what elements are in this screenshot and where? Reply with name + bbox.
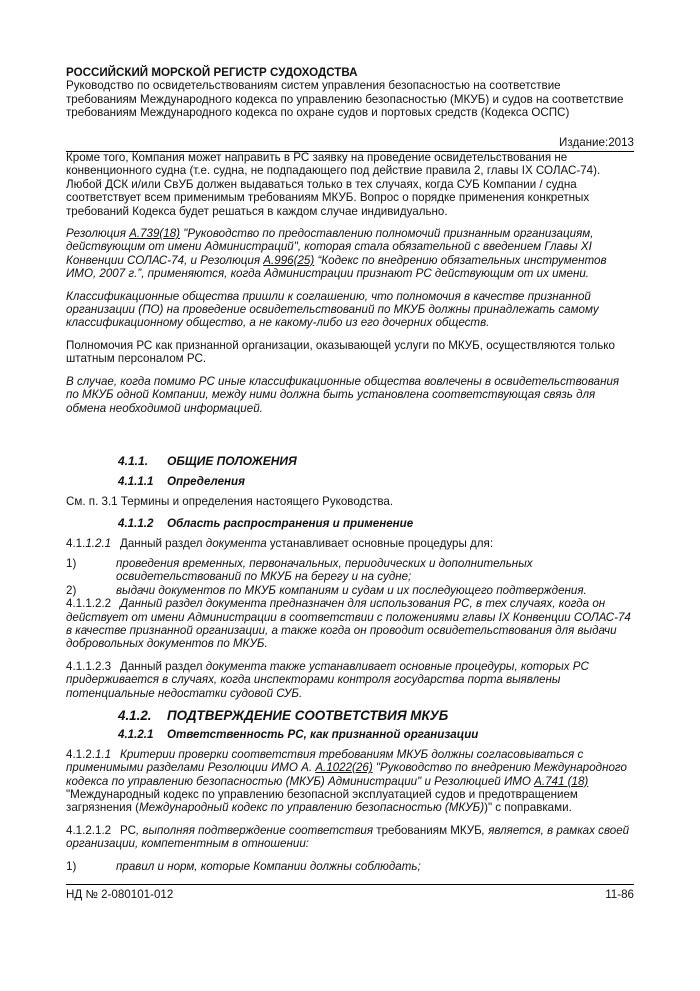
clause-4-1-1-2-2: 4.1.1.2.2 Данный раздел документа предназначен для использования РС, в тех случаях, когда он действует от имени Администрации в соответствии с положениями главы IX Конвенции СОЛАС-74 в качестве признанной организации, а также когда он проводит освидетельствования для выдачи добровольных документов по МКУБ. xyxy=(66,597,631,651)
footer-rule xyxy=(66,884,634,885)
list-item: 1) проведения временных, первоначальных, периодических и дополнительных освидетельствований по МКУБ на берегу и на судне; xyxy=(66,556,533,584)
subsection-heading-4-1-1-1: 4.1.1.1 Определения xyxy=(118,475,245,489)
section-heading-4-1-2: 4.1.2. ПОДТВЕРЖДЕНИЕ СООТВЕТСТВИЯ МКУБ xyxy=(118,708,449,723)
running-header xyxy=(66,66,634,120)
subsection-heading-4-1-1-2: 4.1.1.2 Область распространения и применение xyxy=(118,517,414,531)
footer-page-number: 11-86 xyxy=(605,888,634,901)
clause-4-1-1-2-1: 4.1.1.2.1 Данный раздел документа устанавливает основные процедуры для: xyxy=(66,536,494,550)
section-heading-4-1-1: 4.1.1. ОБЩИЕ ПОЛОЖЕНИЯ xyxy=(118,453,297,468)
resolution-link[interactable]: А.741 (18) xyxy=(534,774,589,788)
paragraph: Кроме того, Компания может направить в РС заявку на проведение освидетельствования не конвенционного судна (т.е. судна, не подпадающего под действие правила 2, главы IX СОЛАС-74). Любой ДСК и/или СвУБ должен выдаваться только в тех случаях, когда СУБ Компании / судна соответствует всем применимым требованиям МКУБ. Вопрос о порядке применения конкретных требований Кодекса будет решаться в каждом случае индивидуально. xyxy=(66,151,601,218)
resolution-link[interactable]: А.739(18) xyxy=(129,227,181,241)
document-body xyxy=(66,151,634,873)
paragraph-resolutions: Резолюция А.739(18) "Руководство по предоставлению полномочий признанным организациям, действующим от имени Администраций", которая стала обязательной с введением Главы XI Конвенции СОЛАС-74, и Резолюция А.996(25) “Кодекс по внедрению обязательных инструментов ИМО, 2007 г.”, применяются, когда Администрации признают РС действующим от их имени. xyxy=(66,227,607,281)
running-footer xyxy=(66,888,634,901)
header-organization: РОССИЙСКИЙ МОРСКОЙ РЕГИСТР СУДОХОДСТВА xyxy=(66,66,358,79)
paragraph: Полномочия РС как признанной организации, оказывающей услуги по МКУБ, осуществляются только штатным персоналом РС. xyxy=(66,338,615,366)
paragraph: См. п. 3.1 Термины и определения настоящего Руководства. xyxy=(66,494,394,508)
list-item: 1) правил и норм, которые Компании должны соблюдать; xyxy=(66,859,421,873)
resolution-link[interactable]: А.1022(26) xyxy=(315,761,373,775)
clause-4-1-2-1-1: 4.1.2.1.1 Критерии проверки соответствия требованиям МКУБ должны согласовываться с применимыми разделами Резолюции ИМО А. А.1022(26) "Руководство по внедрению Международного кодекса по управлению безопасностью (МКУБ) Администрации" и Резолюцией ИМО А.741 (18) "Международный кодекс по управлению безопасной эксплуатацией судов и предотвращением загрязнения (Международный кодекс по управлению безопасностью (МКУБ))" с поправками. xyxy=(66,747,627,815)
resolution-link[interactable]: А.996(25) xyxy=(263,253,315,267)
clause-4-1-2-1-2: 4.1.2.1.2 РС, выполняя подтверждение соответствия требованиям МКУБ, является, в рамках своей организации, компетентным в отношении: xyxy=(66,823,630,851)
clause-4-1-1-2-3: 4.1.1.2.3 Данный раздел документа также устанавливает основные процедуры, которых РС придерживается в случаях, когда инспекторами контроля государства порта выявлены потенциальные недостатки судовой СУБ. xyxy=(66,659,589,700)
header-title: Руководство по освидетельствованиям систем управления безопасностью на соответствие требованиям Международного кодекса по управлению безопасностью (МКУБ) и судов на соответствие требованиям Международного кодекса по охране судов и портовых средств (Кодекса ОСПС) xyxy=(66,79,624,120)
subsection-heading-4-1-2-1: 4.1.2.1 Ответственность РС, как признанной организации xyxy=(118,728,479,742)
header-edition: Издание:2013 xyxy=(559,136,634,149)
paragraph: Классификационные общества пришли к соглашению, что полномочия в качестве признанной организации (ПО) на проведение освидетельствований по МКУБ должны принадлежать самому классификационному общество, а не какому-либо из его дочерних обществ. xyxy=(66,289,599,330)
list-item: 2) выдачи документов по МКУБ компаниям и судам и их последующего подтверждения. xyxy=(66,583,587,597)
paragraph: В случае, когда помимо РС иные классификационные общества вовлечены в освидетельствования по МКУБ одной Компании, между ними должна быть установлена соответствующая связь для обмена необходимой информацией. xyxy=(66,374,620,415)
footer-document-number: НД № 2-080101-012 xyxy=(66,888,174,901)
